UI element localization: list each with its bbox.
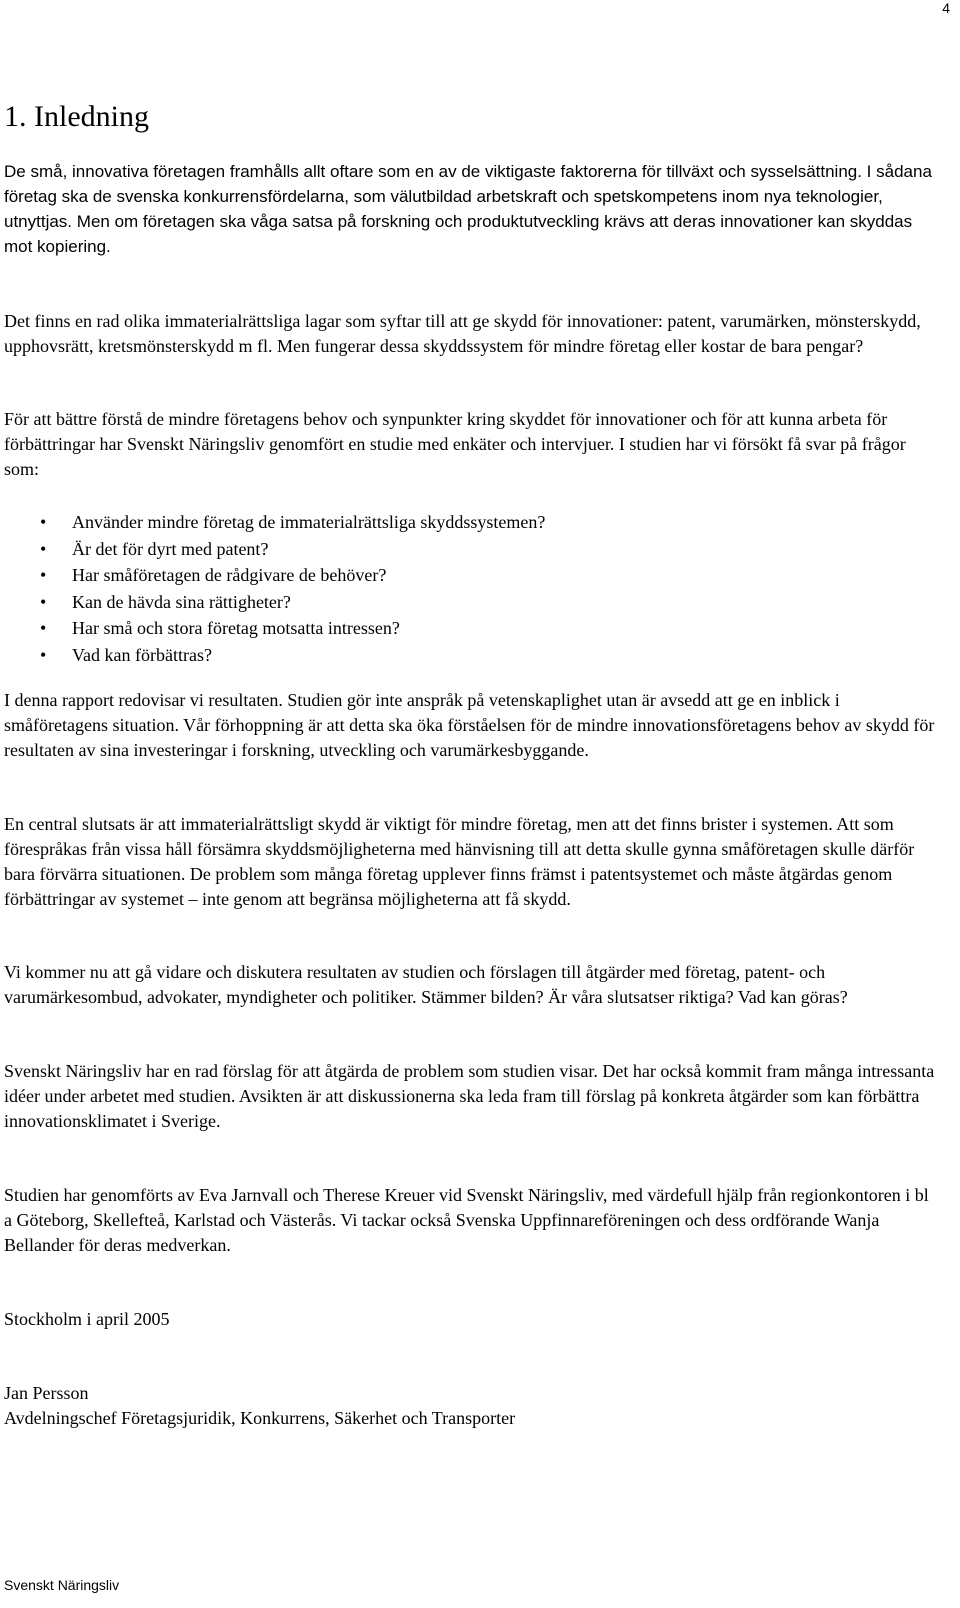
intro-paragraph [4, 159, 940, 259]
paragraph-results: I denna rapport redovisar vi resultaten. Studien gör inte anspråk på vetenskaplighet utan är avsedd att ge en inblick i småföretagens situation. Vår förhoppning är att detta ska öka förståelsen för de mindre innovationsföretagens behov av skydd för resultaten av sina investeringar i forskning, utveckling och varumärkesbyggande. [4, 690, 935, 760]
question-text: Använder mindre företag de immaterialrättsliga skyddssystemen? [72, 512, 546, 532]
question-text: Är det för dyrt med patent? [72, 538, 269, 559]
question-list [40, 509, 545, 668]
bullet-icon: • [40, 591, 47, 612]
bullet-icon: • [40, 644, 47, 665]
question-text: Har små och stora företag motsatta intressen? [72, 618, 400, 638]
bullet-icon: • [40, 538, 47, 559]
list-item [40, 509, 545, 536]
intro-paragraph-part-1: De små, innovativa företagen framhålls allt oftare som en av de viktigaste faktorerna för tillväxt och sysselsättning. I sådana företag ska de svenska konkurrensfördelarna, som välutbildad arbetskraft och spetskompetens inom nya teknologier, utnyttjas. [4, 162, 932, 231]
footer-organization: Svenskt Näringsliv [4, 1577, 120, 1593]
paragraph-next-steps: Vi kommer nu att gå vidare och diskutera resultaten av studien och förslagen till åtgärder med företag, patent- och varumärkesombud, advokater, myndigheter och politiker. Stämmer bilden? Är våra slutsatser riktiga? Vad kan göras? [4, 962, 848, 1007]
paragraph-study: För att bättre förstå de mindre företagens behov och synpunkter kring skyddet för innovationer och för att kunna arbeta för förbättringar har Svenskt Näringsliv genomfört en studie med enkäter och intervjuer. I studien har vi försökt få svar på frågor som: [4, 409, 906, 479]
bullet-icon: • [40, 512, 47, 532]
signature-role: Avdelningschef Företagsjuridik, Konkurrens, Säkerhet och Transporter [4, 1408, 516, 1428]
page-title: 1. Inledning [4, 100, 149, 133]
list-item [40, 615, 545, 642]
paragraph-legal-protection: Det finns en rad olika immaterialrättsliga lagar som syftar till att ge skydd för innovationer: patent, varumärken, mönsterskydd, upphovsrätt, kretsmönsterskydd m fl. Men fungerar dessa skyddssystem för mindre företag eller kostar de bara pengar? [4, 311, 921, 356]
place-date: Stockholm i april 2005 [4, 1309, 170, 1329]
page-number: 4 [942, 0, 950, 16]
intro-paragraph-part-2: Men om företagen ska våga satsa på forskning och produktutveckling krävs att deras innovationer kan skyddas mot kopiering. [4, 212, 913, 256]
list-item [40, 562, 545, 589]
paragraph-conclusion: En central slutsats är att immaterialrättsligt skydd är viktigt för mindre företag, men att det finns brister i systemen. Att som förespråkas från vissa håll försämra skyddsmöjligheterna med hänvisning till att detta skulle gynna småföretagen skulle därför bara förvärra situationen. De problem som många företag upplever finns främst i patentsystemet och måste åtgärdas genom förbättringar av systemet – inte genom att begränsa möjligheterna att få skydd. [4, 814, 915, 909]
question-text: Kan de hävda sina rättigheter? [72, 591, 291, 612]
paragraph-proposals: Svenskt Näringsliv har en rad förslag för att åtgärda de problem som studien visar. Det har också kommit fram många intressanta idéer under arbetet med studien. Avsikten är att diskussionerna ska leda fram till förslag på konkreta åtgärder som kan förbättra innovationsklimatet i Sverige. [4, 1061, 935, 1131]
bullet-icon: • [40, 565, 47, 585]
paragraph-acknowledgements: Studien har genomförts av Eva Jarnvall och Therese Kreuer vid Svenskt Näringsliv, med värdefull hjälp från regionkontoren i bl a Göteborg, Skellefteå, Karlstad och Västerås. Vi tackar också Svenska Uppfinnareföreningen och dess ordförande Wanja Bellander för deras medverkan. [4, 1185, 929, 1255]
list-item [40, 589, 545, 616]
list-item [40, 536, 545, 563]
question-text: Har småföretagen de rådgivare de behöver? [72, 565, 387, 585]
bullet-icon: • [40, 618, 47, 638]
list-item [40, 642, 545, 669]
question-text: Vad kan förbättras? [72, 644, 212, 665]
signature-name: Jan Persson [4, 1383, 89, 1403]
